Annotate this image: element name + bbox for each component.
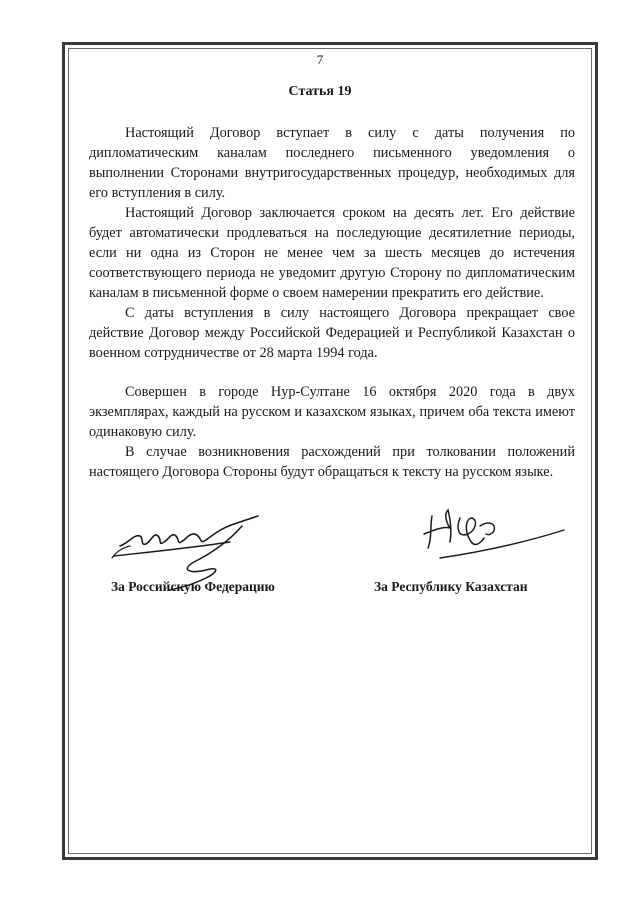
paragraph-done-at: Совершен в городе Нур-Султане 16 октября 2020 года в двух экземплярах, каждый на русском и казахском языках, причем оба текста имеют одинаковую силу. bbox=[89, 384, 575, 440]
article-body bbox=[89, 123, 575, 482]
paragraph-discrepancies: В случае возникновения расхождений при толковании положений настоящего Договора Стороны будут обращаться к тексту на русском языке. bbox=[89, 444, 575, 480]
paragraph-term: Настоящий Договор заключается сроком на десять лет. Его действие будет автоматически продлеваться на последующие десятилетние периоды, если ни одна из Сторон не менее чем за шесть месяцев до истечения соответствующего периода не уведомит другую Сторону по дипломатическим каналам в письменной форме о своем намерении прекратить его действие. bbox=[89, 205, 575, 301]
paragraph-termination-prior-treaty: С даты вступления в силу настоящего Договора прекращает свое действие Договор между Российской Федерацией и Республикой Казахстан о военном сотрудничестве от 28 марта 1994 года. bbox=[89, 305, 575, 361]
signature-label-russia: За Российскую Федерацию bbox=[111, 579, 275, 594]
article-title: Статья 19 bbox=[288, 84, 352, 99]
signature-kazakhstan bbox=[420, 508, 570, 568]
paragraph-entry-into-force: Настоящий Договор вступает в силу с даты получения по дипломатическим каналам последнего письменного уведомления о выполнении Сторонами внутригосударственных процедур, необходимых для его вступления в силу. bbox=[89, 125, 575, 201]
signature-label-kazakhstan: За Республику Казахстан bbox=[374, 579, 528, 594]
page-number: 7 bbox=[316, 52, 324, 67]
